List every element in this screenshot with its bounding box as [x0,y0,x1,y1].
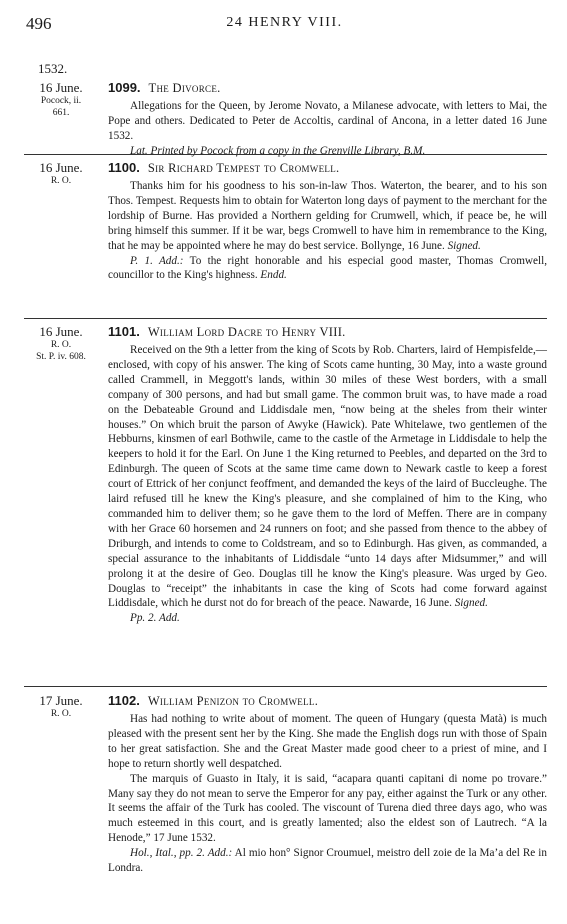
note-label: Hol., Ital., pp. 2. Add.: [130,847,233,860]
source-ref: Pocock, ii. [40,96,82,106]
entry-date: 17 June. [39,693,83,708]
entry-number: 1101. [108,324,140,339]
year-heading: 1532. [38,61,68,76]
entry-paragraph: Allegations for the Queen, by Jerome Novato, a Milanese advocate, with letters to Mai, the Pope and others. Dedicated to Peter de Accoltis, cardinal of Ancona, in a letter dated 16 June 1532. [108,100,547,142]
entry-heading [108,160,547,176]
entry-number: 1102. [108,693,140,708]
note-label: Pp. 2. Add. [130,612,180,625]
margin-notes [24,324,98,363]
entry-paragraph [108,343,547,611]
page-header [26,14,543,36]
entry-title: Sir Richard Tempest to Cromwell. [147,161,340,175]
running-title: 24 HENRY VIII. [226,15,343,30]
entry-paragraph [108,179,547,254]
page-number: 496 [26,14,52,33]
note-label: Lat. [130,144,148,157]
margin-notes [24,160,98,187]
entry-heading [108,693,547,709]
paragraph-text: Received on the 9th a letter from the king of Scots by Rob. Charters, laird of Hempisfelde,—enclosed, with copy of his answer. The king of Scots came hunting, 30 May, into a waste ground called Crammell, in Meggott's lands, within 30 miles of these West borders, with a small company of 300 persons, and had but small game. The common bruit was, to have made a road on the Debateable Ground and Liddisdale men, “now being at the sheles from their winter houses.” On which bruit the parson of Awyke (Hawick). Pate Whitelawe, two gentlemen of the Hebburns, kinsmen of earl Bothwile, came to the castle of the Armetage in Liddisdale to help the keepers to hold it for the Earl. On June 1 the King returned to Peebles, and departed on the 3rd to Edinburgh. The queen of Scots at the same time came down to Newark castle to keep a forest court of Ettrick of her conjunct feoffment, and demanded the keys of the laird of Buccleughe. The laird refused till he knew the King's pleasure, and she complained of him to the King, who commanded him to deliver them; so he gave them to the lord of Meffen. There are in company with her Grace 60 horsemen and 24 runners on foot; and she passed from thence to the abbey of Driburgh, and intends to come to Coldstream, and so to Edinburgh. Has given, as commanded, a special assurance to the inhabitants of Liddisdale “unto 14 days after Midsummer,” and will prolong it at the desire of Geo. Douglas till he know the King's pleasure. Was urged by Geo. Douglas to “receipt” the inhabitants in case the king of Scots had come forward against Liddisdale, which he durst not do for breach of the peace. Nawarde, 16 June. [108,344,547,610]
entry-number: 1100. [108,160,140,175]
entry-note [108,144,547,159]
note-end: Endd. [260,269,287,282]
entry-content [108,160,547,283]
entry-date: 16 June. [39,160,83,175]
entry-content [108,80,547,159]
entry-paragraph: The marquis of Guasto in Italy, it is said, “acapara quanti capitani di nome po trovare.” Many say they do not mean to serve the Emperor for any pay, either against the Turk or any other. It seems the affair of the Turk has cooled. The viscount of Turena died three days ago, who was much esteemed in this court, and is greatly lamented; also the eldest son of Lautrech. “A la Henode,” 17 June 1532. [108,772,547,845]
entry-note [108,846,547,876]
note-label: P. 1. Add.: [130,254,184,267]
divider [24,686,547,687]
margin-notes [24,693,98,720]
entry-heading [108,80,547,96]
note-text: Printed by Pocock from a copy in the Grenville Library, B.M. [150,144,426,157]
entry-note [108,611,547,626]
source-ref: R. O. [50,340,72,350]
margin-notes [24,80,98,119]
paragraph-text: Thanks him for his goodness to his son-in-law Thos. Waterton, the bearer, and to his son Thos. Tempest. Requests him to obtain for Waterton long days of payment to the merchant for the lordship of Burne. Has provided a Northern gelding for Crumwell, which, if peace be, he will bring himself this summer. If it be war, begs Cromwell to have him in remembrance to the King, that he may be appointed where he may do best service. Bollynge, 16 June. [108,180,547,252]
entry-note [108,254,547,284]
entry-heading [108,324,547,340]
source-ref: R. O. [50,709,72,719]
note-text: To the right honorable and his especial good master, Thomas Cromwell, councillor to the King's highness. [108,254,547,282]
signed-mark: Signed. [447,239,481,252]
entry-title: William Lord Dacre to Henry VIII. [147,325,346,339]
entry-title: William Penizon to Cromwell. [147,694,319,708]
entry-content [108,693,547,876]
source-ref: R. O. [50,176,72,186]
entry-paragraph: Has had nothing to write about of moment. The queen of Hungary (questa Matà) is much pleased with the present sent her by the King. She made the English dogs run with those of Spain to her great satisfaction. She and the Great Master made good cheer to a priest of mine, and I hope to return shortly well despatched. [108,713,547,770]
entry-date: 16 June. [39,324,83,339]
divider [24,154,547,155]
note-text: Al mio hon° Signor Croumuel, meistro dell zoie de la Ma’a del Re in Londra. [108,847,547,875]
entry-number: 1099. [108,80,141,95]
source-ref: St. P. iv. 608. [36,352,86,362]
divider [24,318,547,319]
entry-title: The Divorce. [148,81,221,95]
entry-date: 16 June. [39,80,83,95]
signed-mark: Signed. [454,597,488,610]
entry-content [108,324,547,626]
source-ref: 661. [52,108,70,118]
